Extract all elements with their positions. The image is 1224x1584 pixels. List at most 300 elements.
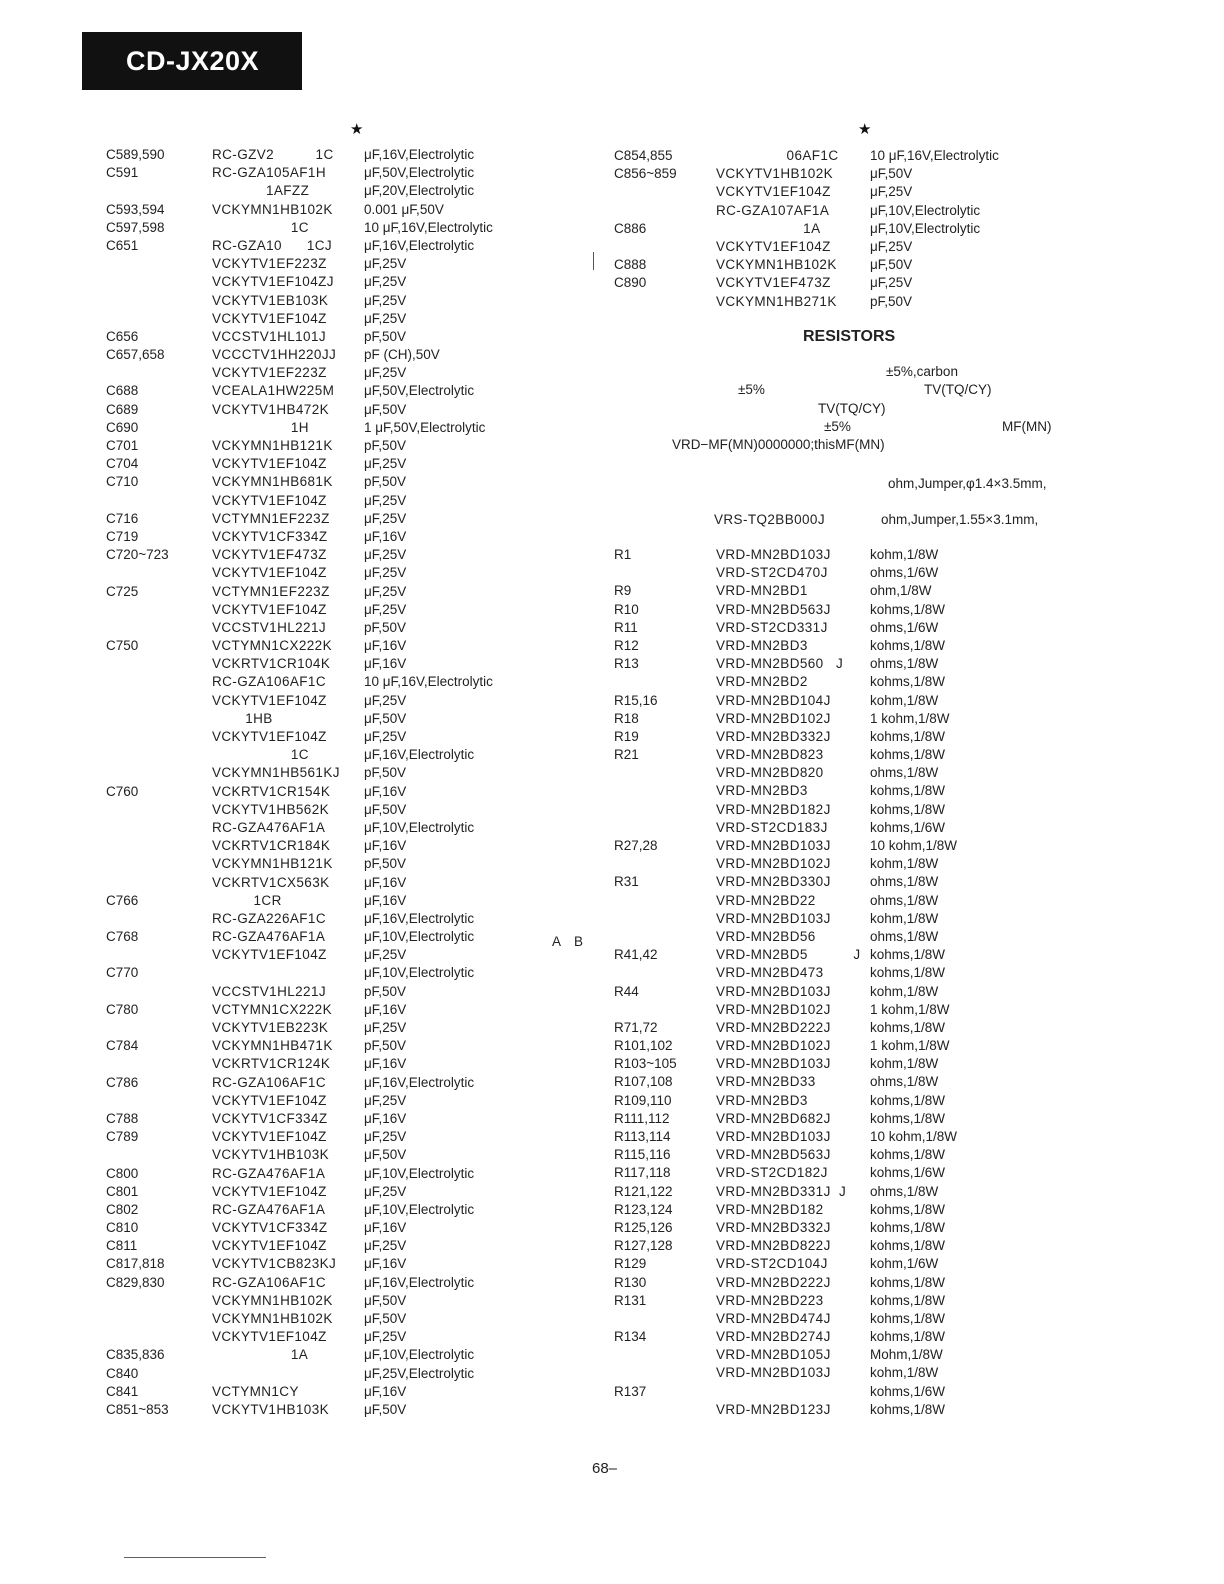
description-cell: μF,10V,Electrolytic (364, 1347, 475, 1363)
description-cell: μF,25V (364, 601, 407, 617)
part-number-cell: VRD-MN2BD274J (716, 1329, 831, 1345)
description-cell: μF,16V (364, 528, 407, 544)
description-cell: kohms,1/8W (870, 728, 946, 744)
description-cell: kohms,1/8W (870, 1292, 946, 1308)
capacitor-list-right (608, 148, 1224, 312)
description-cell: μF,25V (364, 456, 407, 472)
description-cell: μF,10V,Electrolytic (364, 1165, 475, 1181)
parts-row (608, 1402, 1224, 1420)
part-number-cell: VRD-MN2BD474J (716, 1310, 831, 1326)
part-number-cell: VRD-MN2BD182J (716, 801, 831, 817)
part-number-cell: VCKYTV1HB103K (212, 1401, 330, 1417)
parts-row (608, 184, 1224, 202)
description-cell: kohm,1/6W (870, 1256, 939, 1272)
description-cell: μF,50V (870, 166, 913, 182)
ref-cell: C768 (106, 929, 139, 945)
part-number-cell: VRD-MN2BD682J (716, 1110, 831, 1126)
parts-row (608, 674, 1224, 692)
part-number-cell: VCKYTV1CB823KJ (212, 1256, 337, 1272)
description-cell: 10 μF,16V,Electrolytic (364, 674, 493, 690)
description-cell: μF,50V (364, 401, 407, 417)
description-cell: μF,50V (364, 1311, 407, 1326)
description-cell: μF,50V (364, 1292, 407, 1308)
description-cell: μF,50V (870, 257, 913, 273)
description-cell: ohms,1/8W (870, 1074, 939, 1090)
description-cell: μF,10V,Electrolytic (364, 1201, 475, 1217)
ref-cell: C841 (106, 1383, 139, 1399)
part-number-cell: VCKYTV1EF104Z (212, 1129, 327, 1145)
part-number-cell: VCKYTV1HB562K (212, 801, 330, 817)
part-number-cell: VRD-MN2BD331J J (716, 1183, 847, 1199)
ref-cell: R134 (614, 1329, 647, 1345)
ref-cell: C800 (106, 1165, 139, 1181)
part-number-cell: VCKYMN1HB102K (212, 201, 333, 217)
description-cell: ohms,1/8W (870, 892, 939, 908)
ref-cell: R137 (614, 1383, 647, 1399)
ref-cell: R11 (614, 619, 638, 635)
parts-row (0, 383, 590, 401)
parts-row (0, 1220, 590, 1238)
parts-row (0, 365, 590, 383)
description-cell: μF,25V (364, 1020, 407, 1035)
description-cell: ohms,1/8W (870, 928, 939, 944)
parts-row (0, 802, 590, 820)
description-cell: μF,50V (364, 710, 407, 726)
parts-row (608, 1074, 1224, 1092)
part-number-cell: VRD-MN2BD473 (716, 965, 824, 981)
ref-cell: R31 (614, 874, 639, 890)
ref-cell: C591 (106, 165, 139, 181)
description-cell: pF,50V (364, 856, 407, 872)
parts-row (608, 583, 1224, 601)
part-number-cell: 06AF1C (716, 148, 839, 163)
ref-cell: C780 (106, 1001, 139, 1017)
part-number-cell: VRD-MN2BD102J (716, 1001, 831, 1017)
description-cell: μF,16V (364, 638, 407, 654)
part-number-cell: VCKYTV1CF334Z (212, 1220, 328, 1236)
parts-row (608, 711, 1224, 729)
description-cell: μF,50V (364, 1401, 407, 1417)
part-number-cell: VCKYTV1EF104ZJ (212, 274, 334, 290)
part-number-cell: RC-GZA107AF1A (716, 202, 830, 218)
part-number-cell: VRD-MN2BD33 (716, 1074, 816, 1090)
description-cell: kohms,1/8W (870, 1110, 946, 1126)
description-cell: μF,16V (364, 838, 407, 854)
description-cell: μF,16V (364, 892, 407, 908)
parts-row (0, 1166, 590, 1184)
parts-row (0, 838, 590, 856)
ref-cell: C725 (106, 583, 139, 599)
ref-cell: R27,28 (614, 838, 658, 853)
description-cell: μF,25V (364, 1329, 407, 1345)
ref-cell: C817,818 (106, 1256, 165, 1272)
description-cell: 10 μF,16V,Electrolytic (870, 148, 999, 163)
part-number-cell: RC-GZA105AF1H (212, 165, 326, 181)
description-cell: μF,16V,Electrolytic (364, 147, 475, 162)
description-cell: μF,50V (364, 801, 407, 817)
description-cell: kohms,1/8W (870, 947, 946, 963)
description-cell: kohms,1/8W (870, 1238, 946, 1254)
part-number-cell: VRD-MN2BD330J (716, 874, 831, 890)
description-cell: 10 kohm,1/8W (870, 1129, 958, 1144)
parts-row (0, 347, 590, 365)
part-number-cell: VCKYTV1EF473Z (716, 275, 831, 291)
parts-row (608, 148, 1224, 166)
parts-row (0, 1366, 590, 1384)
part-number-cell: VRD-MN2BD3 (716, 783, 808, 799)
description-cell: μF,16V (364, 656, 407, 672)
resistor-note-type: TV(TQ/CY) (924, 382, 992, 397)
parts-row (608, 820, 1224, 838)
ref-cell: C688 (106, 383, 139, 399)
part-number-cell: VRD-ST2CD331J (716, 619, 828, 635)
description-cell: ohms,1/8W (870, 1183, 939, 1199)
parts-row (0, 965, 590, 983)
ref-cell: C788 (106, 1110, 139, 1126)
part-number-cell: VCCSTV1HL221J (212, 983, 326, 999)
description-cell: pF,50V (870, 293, 913, 309)
part-number-cell: VRD-MN2BD222J (716, 1019, 831, 1035)
part-number-cell: VRD-MN2BD22 (716, 892, 816, 908)
description-cell: μF,25V (364, 510, 407, 526)
ref-cell: C690 (106, 419, 139, 435)
ref-cell: C656 (106, 328, 139, 344)
parts-row (0, 183, 590, 201)
part-number-cell: VCTYMN1CX222K (212, 1001, 332, 1017)
part-number-cell: VCKYTV1EF223Z (212, 365, 327, 381)
description-cell: μF,25V (364, 547, 407, 563)
description-cell: μF,16V (364, 1056, 407, 1072)
parts-row (0, 911, 590, 929)
parts-row (608, 620, 1224, 638)
ref-cell: C802 (106, 1201, 139, 1217)
description-cell: μF,50V,Electrolytic (364, 165, 475, 181)
description-cell: μF,10V,Electrolytic (870, 202, 981, 218)
description-cell: μF,16V,Electrolytic (364, 1074, 475, 1090)
part-number-cell: VCKYTV1EF104Z (212, 601, 327, 617)
ref-cell: R103~105 (614, 1056, 677, 1072)
part-number-cell: VRD-MN2BD823 (716, 747, 824, 763)
parts-row (608, 565, 1224, 583)
description-cell: kohms,1/8W (870, 1092, 946, 1108)
parts-row (0, 311, 590, 329)
description-cell: 0.001 μF,50V (364, 201, 444, 217)
part-number-cell: VCKYMN1HB681K (212, 474, 333, 490)
parts-row (608, 1147, 1224, 1165)
ref-cell: R107,108 (614, 1074, 673, 1090)
ref-cell: R121,122 (614, 1183, 673, 1199)
description-cell: μF,25V (364, 947, 407, 963)
description-cell: 10 μF,16V,Electrolytic (364, 219, 493, 235)
ref-cell: C810 (106, 1220, 139, 1236)
parts-row (608, 947, 1224, 965)
description-cell: μF,25V (364, 1183, 407, 1199)
parts-row (608, 1002, 1224, 1020)
description-cell: kohms,1/8W (870, 601, 946, 617)
parts-row (0, 602, 590, 620)
parts-row (0, 747, 590, 765)
part-number-cell: VCKYTV1EF104Z (212, 1329, 327, 1345)
parts-row (608, 166, 1224, 184)
part-number-cell: VRD-MN2BD123J (716, 1401, 831, 1417)
part-number-cell: VCKYMN1HB471K (212, 1038, 333, 1054)
parts-row (0, 147, 590, 165)
parts-row (0, 256, 590, 274)
part-number-cell: VCKRTV1CR104K (212, 656, 331, 672)
parts-row (0, 1202, 590, 1220)
part-number-cell: VCTYMN1EF223Z (212, 510, 330, 526)
part-number-cell: 1HB (212, 710, 273, 726)
resistor-note-vrd: VRD−MF(MN)0000000;thisMF(MN) (672, 437, 885, 452)
description-cell: μF,25V (870, 275, 913, 291)
part-number-cell: VCKYTV1HB472K (212, 401, 330, 417)
ref-cell: C719 (106, 528, 139, 544)
description-cell: μF,16V (364, 783, 407, 799)
ref-cell: R117,118 (614, 1165, 671, 1181)
description-cell: kohms,1/8W (870, 1274, 946, 1290)
column-divider (593, 252, 594, 270)
parts-row (0, 1402, 590, 1420)
parts-row (608, 1202, 1224, 1220)
part-number-cell: VCKYMN1HB102K (212, 1311, 333, 1326)
description-cell: μF,16V,Electrolytic (364, 747, 475, 763)
part-number-cell: VRD-MN2BD103J (716, 1365, 831, 1381)
description-cell: kohms,1/8W (870, 747, 946, 763)
ref-cell: R12 (614, 637, 639, 653)
parts-row (0, 1129, 590, 1147)
parts-row (0, 202, 590, 220)
part-number-cell: RC-GZA226AF1C (212, 910, 326, 926)
bottom-rule (124, 1557, 266, 1558)
description-cell: μF,10V,Electrolytic (870, 220, 981, 236)
parts-row (608, 239, 1224, 257)
ref-cell: R10 (614, 601, 639, 617)
part-number-cell: VRD-ST2CD183J (716, 819, 828, 835)
parts-row (608, 911, 1224, 929)
description-cell: μF,25V (364, 256, 407, 272)
parts-row (0, 165, 590, 183)
ref-cell: R131 (614, 1292, 647, 1308)
description-cell: pF,50V (364, 1038, 407, 1054)
ref-cell: R18 (614, 710, 639, 726)
part-number-cell: VRD-MN2BD3 (716, 1092, 808, 1108)
ref-cell: C789 (106, 1129, 139, 1145)
description-cell: ohms,1/6W (870, 565, 939, 581)
description-cell: μF,16V (364, 1220, 407, 1236)
part-number-cell: VRD-MN2BD2 (716, 674, 808, 690)
parts-row (0, 674, 590, 692)
part-number-cell: VCKYTV1EF104Z (212, 947, 327, 963)
description-cell: ohms,1/6W (870, 619, 939, 635)
parts-row (0, 1384, 590, 1402)
description-cell: pF,50V (364, 474, 407, 490)
description-cell: μF,10V,Electrolytic (364, 929, 475, 945)
ref-cell: C651 (106, 237, 139, 253)
ref-cell: R129 (614, 1256, 647, 1272)
parts-row (0, 1311, 590, 1329)
description-cell: kohms,1/8W (870, 801, 946, 817)
parts-row (0, 1075, 590, 1093)
description-cell: pF,50V (364, 765, 407, 781)
part-number-cell: RC-GZA106AF1C (212, 674, 326, 690)
part-number-cell: VCKYTV1EB103K (212, 292, 329, 308)
part-number-cell: VRD-MN2BD105J (716, 1347, 831, 1363)
parts-row (608, 1311, 1224, 1329)
description-cell: μF,25V (364, 365, 407, 381)
description-cell: μF,25V (364, 1129, 407, 1145)
parts-row (0, 529, 590, 547)
part-number-cell: VRD-MN2BD103J (716, 838, 831, 853)
ref-cell: C801 (106, 1183, 139, 1199)
resistor-note-mf: MF(MN) (1002, 419, 1052, 434)
parts-row (0, 1184, 590, 1202)
description-cell: ohms,1/8W (870, 765, 939, 781)
description-cell: μF,10V,Electrolytic (364, 819, 475, 835)
resistor-note-type-2: TV(TQ/CY) (818, 401, 886, 416)
description-cell: kohms,1/6W (870, 819, 946, 835)
parts-row (0, 820, 590, 838)
part-number-cell: VCKYTV1EF104Z (212, 1092, 327, 1108)
ref-cell: R44 (614, 983, 639, 999)
description-cell: μF,16V (364, 874, 407, 890)
part-number-cell: VRD-MN2BD104J (716, 692, 831, 708)
part-number-cell: VRD-MN2BD103J (716, 1056, 831, 1072)
parts-row (608, 1056, 1224, 1074)
description-cell: kohm,1/8W (870, 1056, 939, 1072)
parts-row (608, 1365, 1224, 1383)
part-number-cell: RC-GZA476AF1A (212, 819, 326, 835)
part-number-cell: VCKRTV1CX563K (212, 874, 330, 890)
parts-row (0, 947, 590, 965)
parts-row (0, 1020, 590, 1038)
description-cell: μF,25V (364, 274, 407, 290)
parts-row (0, 1002, 590, 1020)
ref-cell: C766 (106, 892, 139, 908)
parts-row (0, 893, 590, 911)
description-cell: pF,50V (364, 619, 407, 635)
description-cell: μF,25V (870, 184, 913, 200)
part-number-cell: VCKRTV1CR154K (212, 783, 331, 799)
part-number-cell: VRD-MN2BD5 J (716, 947, 861, 963)
parts-row (608, 275, 1224, 293)
ref-cell: R130 (614, 1274, 647, 1290)
description-cell: pF,50V (364, 328, 407, 344)
ref-cell: C811 (106, 1238, 138, 1254)
resistors-heading: RESISTORS (803, 328, 896, 345)
part-number-cell: VCKYTV1EF104Z (212, 492, 327, 508)
ref-cell: C701 (106, 438, 139, 453)
ref-cell: R21 (614, 747, 639, 763)
part-number-cell: VCTYMN1EF223Z (212, 583, 330, 599)
ref-cell: R1 (614, 547, 632, 562)
parts-row (608, 984, 1224, 1002)
ref-cell: R125,126 (614, 1219, 673, 1235)
part-number-cell: VCKRTV1CR184K (212, 838, 331, 854)
part-number-cell: 1A (716, 220, 821, 236)
part-number-cell: VCKYTV1EF104Z (212, 1238, 327, 1254)
parts-row (0, 711, 590, 729)
part-number-cell: VCKYMN1HB121K (212, 438, 333, 453)
parts-row (608, 1384, 1224, 1402)
parts-row (608, 656, 1224, 674)
parts-row (608, 1238, 1224, 1256)
star-mark-right: ★ (858, 121, 872, 138)
part-number-cell: RC-GZA476AF1A (212, 929, 326, 945)
ref-cell: C829,830 (106, 1274, 165, 1290)
parts-row (608, 783, 1224, 801)
parts-row (0, 856, 590, 874)
parts-row (0, 1056, 590, 1074)
parts-row (608, 1111, 1224, 1129)
parts-row (0, 420, 590, 438)
parts-row (0, 1329, 590, 1347)
parts-row (0, 474, 590, 492)
description-cell: μF,16V (364, 1110, 407, 1126)
part-number-cell: VCKYMN1HB561KJ (212, 765, 340, 781)
description-cell: kohm,1/8W (870, 1365, 939, 1381)
parts-row (0, 1147, 590, 1165)
part-number-cell: VRD-MN2BD332J (716, 1219, 831, 1235)
part-number-cell: VRD-MN2BD820 (716, 765, 824, 781)
part-number-cell: VRD-MN2BD1 (716, 583, 808, 599)
description-cell: kohms,1/8W (870, 637, 946, 653)
ref-cell: C593,594 (106, 201, 165, 217)
description-cell: μF,16V (364, 1256, 407, 1272)
part-number-cell: VRD-MN2BD103J (716, 983, 831, 999)
parts-row (608, 257, 1224, 275)
part-number-cell: VRD-MN2BD563J (716, 1147, 831, 1163)
part-number-cell: VRD-MN2BD102J (716, 710, 831, 726)
resistor-list (608, 547, 1224, 1420)
ref-cell: C704 (106, 456, 139, 472)
description-cell: pF,50V (364, 438, 407, 453)
description-cell: kohms,1/8W (870, 965, 946, 981)
parts-row (0, 1275, 590, 1293)
ref-cell: R127,128 (614, 1238, 673, 1254)
parts-row (0, 1111, 590, 1129)
ref-cell: C716 (106, 510, 139, 526)
ref-cell: C854,855 (614, 148, 673, 163)
parts-row (0, 1347, 590, 1365)
part-number-cell: VCKRTV1CR124K (212, 1056, 331, 1072)
ref-cell: R113,114 (614, 1129, 671, 1144)
resistor-note-tolerance: ±5% (738, 382, 765, 397)
parts-row (0, 784, 590, 802)
parts-row (608, 1165, 1224, 1183)
part-number-cell: VCKYTV1HB103K (212, 1147, 330, 1163)
description-cell: ohms,1/8W (870, 656, 939, 672)
parts-row (0, 1038, 590, 1056)
ab-mark: A B (552, 934, 589, 949)
parts-row (0, 1293, 590, 1311)
capacitor-list-left (0, 147, 590, 1420)
part-number-cell: VRD-MN2BD3 (716, 637, 808, 653)
ref-cell: C840 (106, 1365, 139, 1381)
part-number-cell: VRD-ST2CD104J (716, 1256, 828, 1272)
description-cell: kohms,1/8W (870, 1201, 946, 1217)
ref-cell: C710 (106, 474, 139, 490)
ref-cell: R15,16 (614, 692, 658, 708)
part-number-cell: RC-GZA106AF1C (212, 1274, 326, 1290)
parts-row (608, 203, 1224, 221)
description-cell: kohms,1/6W (870, 1383, 946, 1399)
jumper-part: VRS-TQ2BB000J (714, 512, 825, 527)
parts-row (0, 656, 590, 674)
parts-row (0, 293, 590, 311)
parts-row (0, 511, 590, 529)
part-number-cell: VRD-MN2BD102J (716, 856, 831, 872)
parts-row (0, 274, 590, 292)
